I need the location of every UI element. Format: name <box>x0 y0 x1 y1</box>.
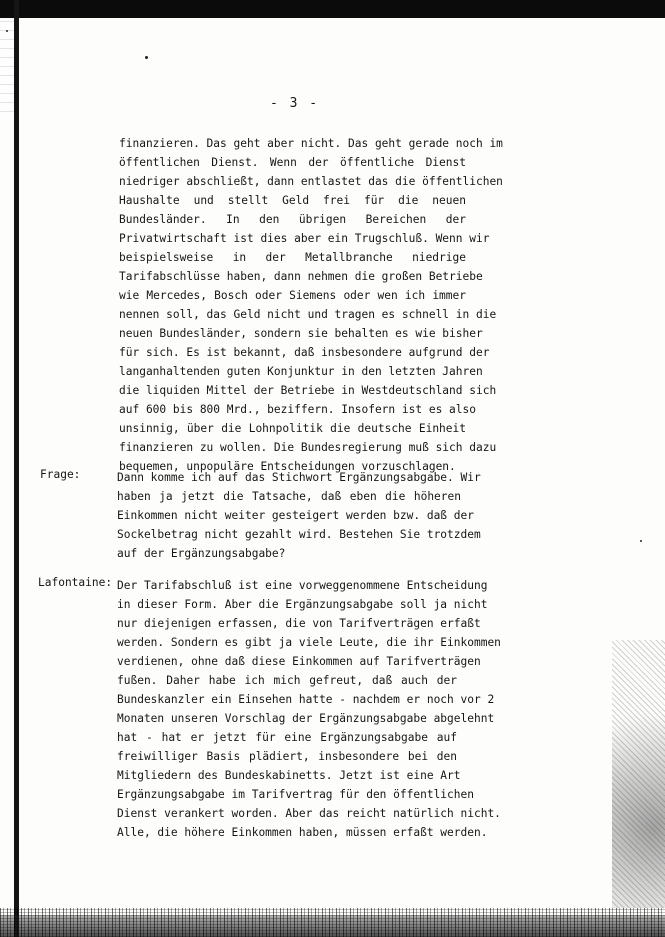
text-line: finanzieren zu wollen. Die Bundesregierung muß sich dazu <box>119 441 497 454</box>
text-line: langanhaltenden guten Konjunktur in den letzten Jahren <box>119 365 483 378</box>
page-number: - 3 - <box>270 96 320 111</box>
text-line: hat - hat er jetzt für eine Ergänzungsabgabe auf <box>117 731 457 744</box>
text-line: Dienst verankert worden. Aber das reicht natürlich nicht. <box>117 807 501 820</box>
text-line: finanzieren. Das geht aber nicht. Das geht gerade noch im <box>119 137 503 150</box>
text-line: Sockelbetrag nicht gezahlt wird. Bestehen Sie trotzdem <box>117 528 481 541</box>
text-line: neuen Bundesländer, sondern sie behalten es wie bisher <box>119 327 483 340</box>
text-line: beispielsweise in der Metallbranche niedrige <box>119 251 466 264</box>
text-line: Ergänzungsabgabe im Tarifvertrag für den öffentlichen <box>117 788 474 801</box>
scan-top-border <box>0 0 665 18</box>
text-line: freiwilliger Basis plädiert, insbesondere bei den <box>117 750 457 763</box>
scan-right-noise <box>612 640 665 908</box>
text-line: Haushalte und stellt Geld frei für die neuen <box>119 194 466 207</box>
text-line: für sich. Es ist bekannt, daß insbesondere aufgrund der <box>119 346 490 359</box>
text-line: Bundesländer. In den übrigen Bereichen der <box>119 213 466 226</box>
scan-left-artifact <box>0 18 14 118</box>
text-line: Tarifabschlüsse haben, dann nehmen die großen Betriebe <box>119 270 483 283</box>
text-line: Alle, die höhere Einkommen haben, müssen erfaßt werden. <box>117 826 488 839</box>
text-line: Privatwirtschaft ist dies aber ein Trugschluß. Wenn wir <box>119 232 490 245</box>
text-line: auf der Ergänzungsabgabe? <box>117 547 286 560</box>
text-line: die liquiden Mittel der Betriebe in Westdeutschland sich <box>119 384 497 397</box>
scan-bottom-noise <box>0 908 665 937</box>
text-line: Monaten unseren Vorschlag der Ergänzungsabgabe abgelehnt <box>117 712 495 725</box>
question-paragraph <box>117 468 481 563</box>
text-line: auf 600 bis 800 Mrd., beziffern. Insofern ist es also <box>119 403 476 416</box>
text-line: haben ja jetzt die Tatsache, daß eben die höheren <box>117 490 461 503</box>
text-line: Dann komme ich auf das Stichwort Ergänzungsabgabe. Wir <box>117 471 481 484</box>
scan-speck <box>640 540 642 542</box>
text-line: Bundeskanzler ein Einsehen hatte - nachdem er noch vor 2 <box>117 693 495 706</box>
text-line: nur diejenigen erfassen, die von Tarifverträgen erfaßt <box>117 617 481 630</box>
text-line: unsinnig, über die Lohnpolitik die deutsche Einheit <box>119 422 466 435</box>
intro-paragraph <box>119 134 503 476</box>
text-line: Mitgliedern des Bundeskabinetts. Jetzt ist eine Art <box>117 769 461 782</box>
scan-left-border <box>14 0 19 937</box>
text-line: bequemen, unpopuläre Entscheidungen vorzuschlagen. <box>119 460 456 473</box>
text-line: öffentlichen Dienst. Wenn der öffentliche Dienst <box>119 156 466 169</box>
scan-speck <box>145 56 148 59</box>
scan-speck <box>6 30 8 32</box>
text-line: fußen. Daher habe ich mich gefreut, daß auch der <box>117 674 457 687</box>
speaker-label-lafontaine: Lafontaine: <box>38 576 113 589</box>
text-line: verdienen, ohne daß diese Einkommen auf Tarifverträgen <box>117 655 481 668</box>
text-line: in dieser Form. Aber die Ergänzungsabgabe soll ja nicht <box>117 598 488 611</box>
text-line: niedriger abschließt, dann entlastet das die öffentlichen <box>119 175 503 188</box>
text-line: Einkommen nicht weiter gesteigert werden bzw. daß der <box>117 509 474 522</box>
answer-paragraph <box>117 576 501 842</box>
speaker-label-frage: Frage: <box>40 468 81 481</box>
text-line: wie Mercedes, Bosch oder Siemens oder wen ich immer <box>119 289 466 302</box>
text-line: nennen soll, das Geld nicht und tragen es schnell in die <box>119 308 497 321</box>
text-line: Der Tarifabschluß ist eine vorweggenommene Entscheidung <box>117 579 488 592</box>
text-line: werden. Sondern es gibt ja viele Leute, die ihr Einkommen <box>117 636 501 649</box>
